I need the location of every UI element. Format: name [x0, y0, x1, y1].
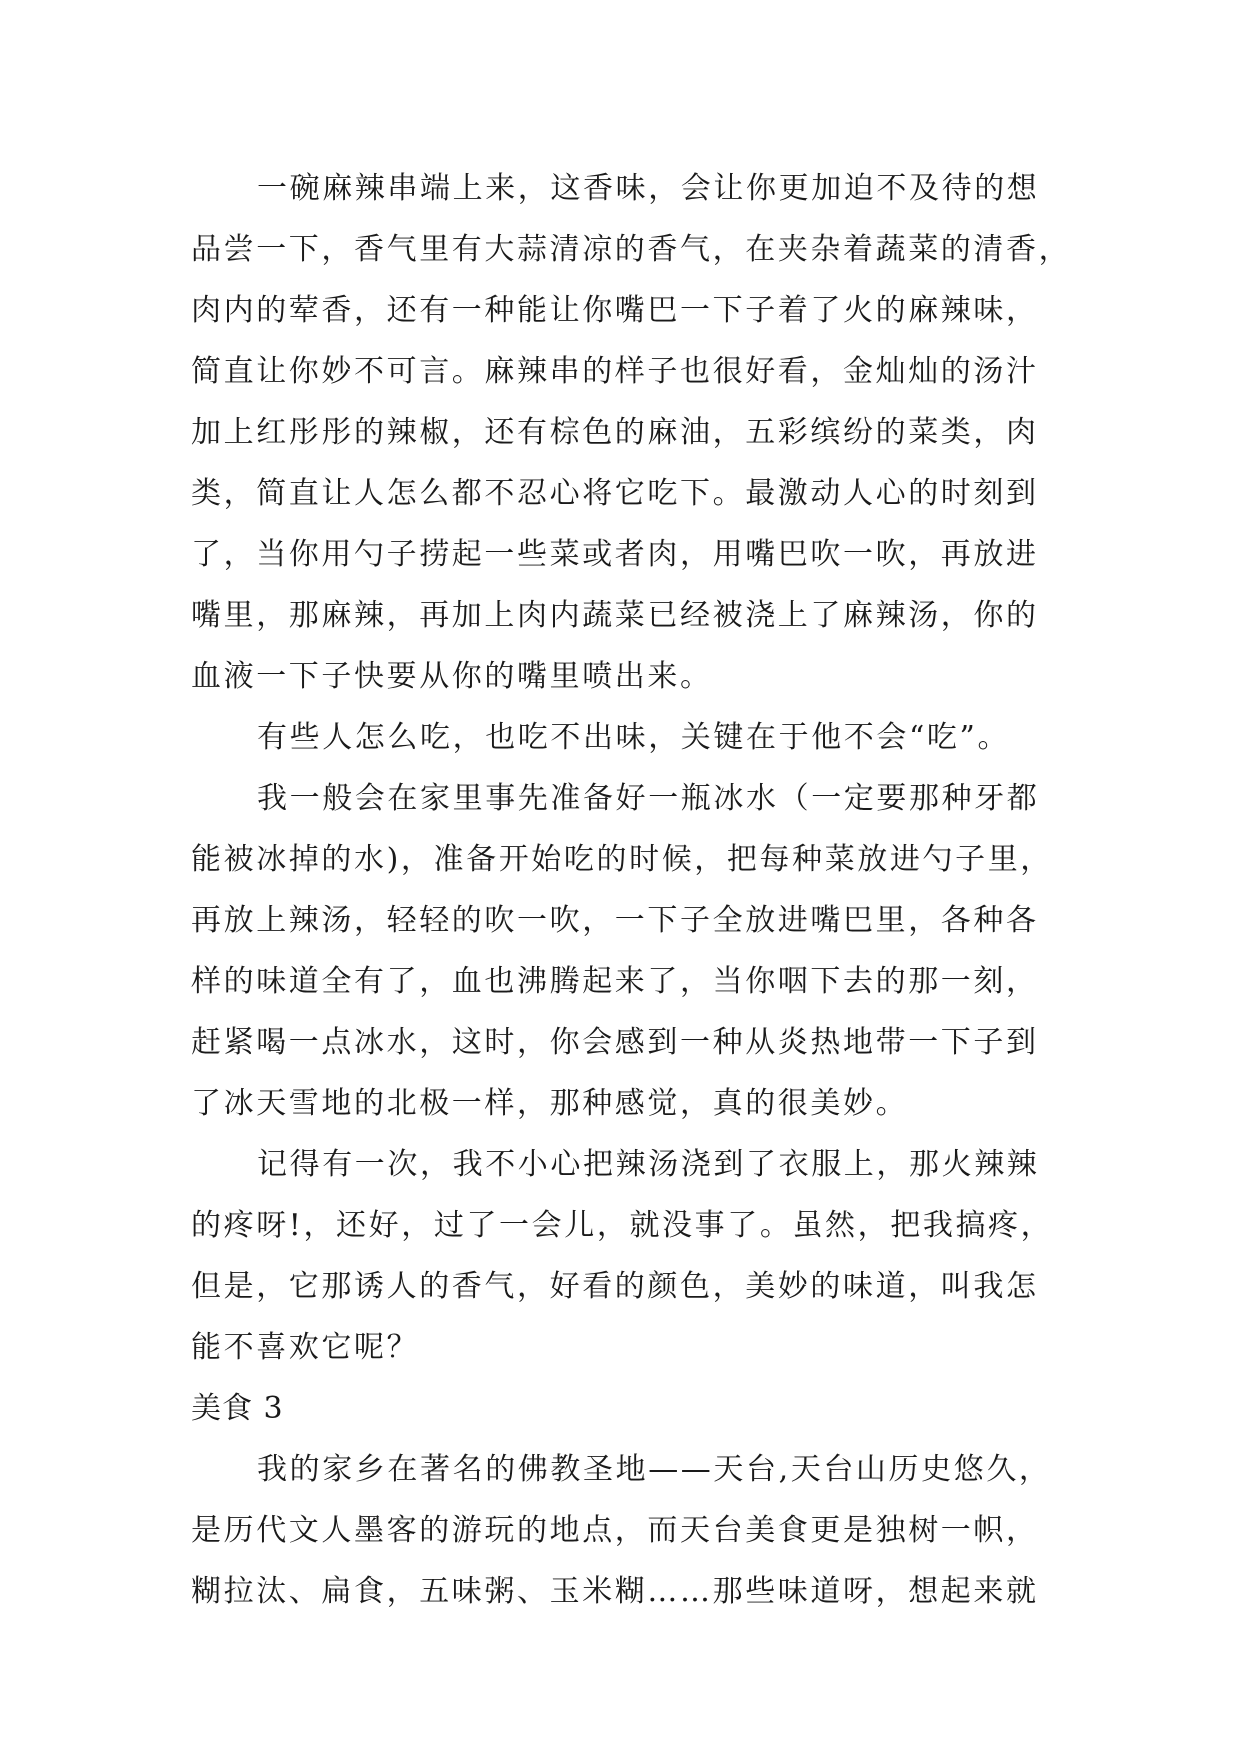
text-line: 能不喜欢它呢？	[191, 1330, 420, 1365]
text-line: 肉内的荤香，还有一种能让你嘴巴一下子着了火的麻辣味，	[191, 293, 1039, 328]
text-line: 样的味道全有了，血也沸腾起来了，当你咽下去的那一刻，	[191, 964, 1039, 999]
text-line: 加上红彤彤的辣椒，还有棕色的麻油，五彩缤纷的菜类，肉	[191, 415, 1039, 450]
text-line: 是历代文人墨客的游玩的地点，而天台美食更是独树一帜，	[191, 1513, 1039, 1548]
text-line: 记得有一次，我不小心把辣汤浇到了衣服上，那火辣辣	[257, 1147, 1040, 1182]
text-line: 了，当你用勺子捞起一些菜或者肉，用嘴巴吹一吹，再放进	[191, 537, 1039, 572]
text-line: 我的家乡在著名的佛教圣地——天台,天台山历史悠久，	[257, 1452, 1052, 1487]
text-line: 赶紧喝一点冰水，这时，你会感到一种从炎热地带一下子到	[191, 1025, 1039, 1060]
text-line: 的疼呀!，还好，过了一会儿，就没事了。虽然，把我搞疼，	[191, 1208, 1054, 1243]
text-line: 但是，它那诱人的香气，好看的颜色，美妙的味道，叫我怎	[191, 1269, 1039, 1304]
text-line: 有些人怎么吃，也吃不出味，关键在于他不会“吃”。	[257, 720, 1011, 755]
text-line: 一碗麻辣串端上来，这香味，会让你更加迫不及待的想	[257, 171, 1040, 206]
text-line: 我一般会在家里事先准备好一瓶冰水（一定要那种牙都	[257, 781, 1040, 816]
text-line: 嘴里，那麻辣，再加上肉内蔬菜已经被浇上了麻辣汤，你的	[191, 598, 1039, 633]
section-heading: 美食 3	[191, 1391, 284, 1426]
text-line: 了冰天雪地的北极一样，那种感觉，真的很美妙。	[191, 1086, 909, 1121]
text-line: 品尝一下，香气里有大蒜清凉的香气，在夹杂着蔬菜的清香，	[191, 232, 1072, 267]
text-line: 再放上辣汤，轻轻的吹一吹，一下子全放进嘴巴里，各种各	[191, 903, 1039, 938]
text-line: 能被冰掉的水)，准备开始吃的时候，把每种菜放进勺子里，	[191, 842, 1053, 877]
document-body	[191, 158, 1072, 1622]
text-line: 简直让你妙不可言。麻辣串的样子也很好看，金灿灿的汤汁	[191, 354, 1039, 389]
text-line: 血液一下子快要从你的嘴里喷出来。	[191, 659, 713, 694]
text-line: 类，简直让人怎么都不忍心将它吃下。最激动人心的时刻到	[191, 476, 1039, 511]
text-line: 糊拉汰、扁食，五味粥、玉米糊……那些味道呀，想起来就	[191, 1574, 1039, 1609]
